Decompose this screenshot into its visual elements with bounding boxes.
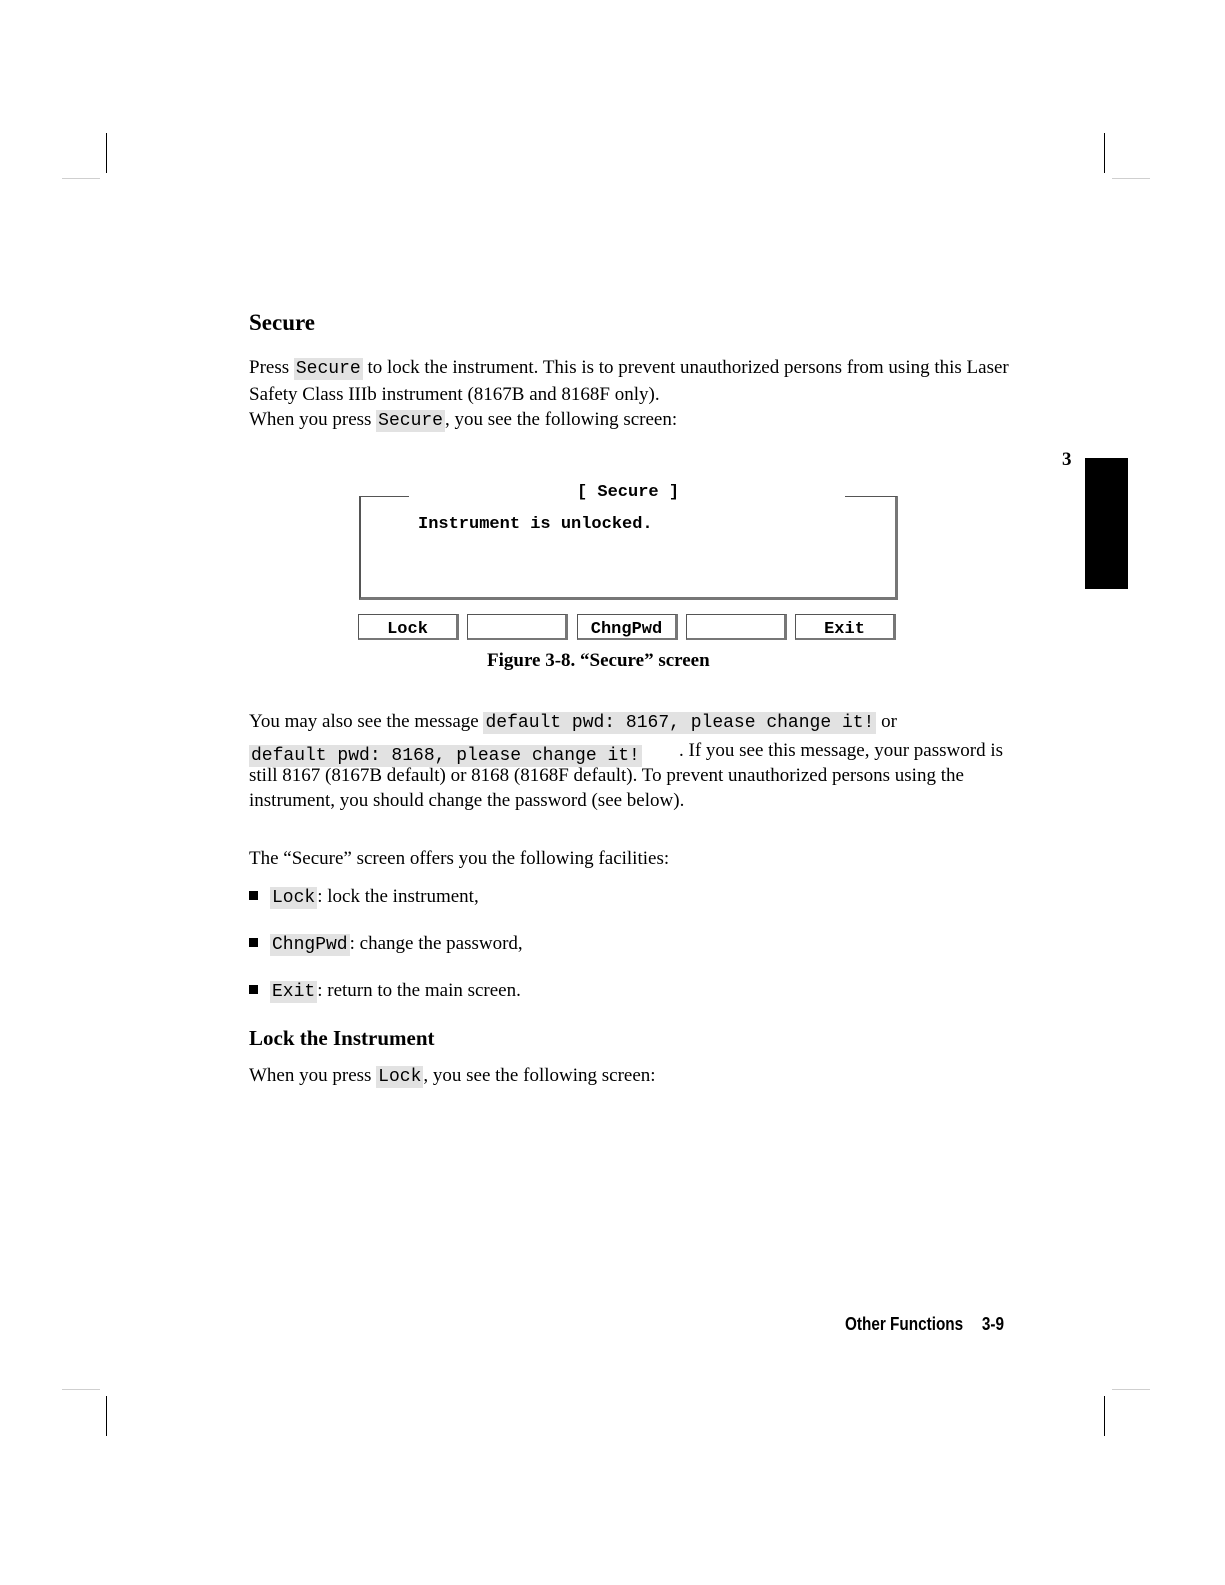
footer-label: Other Functions: [845, 1314, 964, 1334]
softkey-exit[interactable]: Exit: [795, 614, 896, 640]
crop-mark: [1104, 133, 1105, 173]
list-item: [249, 931, 523, 958]
exit-key-label: Exit: [272, 982, 316, 1002]
crop-mark: [106, 133, 107, 173]
intro-paragraph: [249, 355, 1009, 407]
softkey-chngpwd[interactable]: ChngPwd: [577, 614, 678, 640]
chngpwd-key-label: ChngPwd: [272, 935, 348, 955]
crop-mark: [62, 178, 100, 179]
chapter-tab-label: 3: [1062, 449, 1072, 470]
lock-key-label: Lock: [272, 888, 316, 908]
bullet-icon: [249, 985, 258, 994]
text: : change the password,: [349, 933, 523, 954]
crop-mark: [62, 1389, 100, 1390]
text: You may also see the message: [249, 711, 479, 732]
text: When you press: [249, 1065, 372, 1086]
text: , you see the following screen:: [423, 1065, 656, 1086]
softkey-empty[interactable]: [686, 614, 787, 640]
text: , you see the following screen:: [444, 409, 678, 430]
secure-key-label: Secure: [378, 411, 443, 431]
softkey-lock[interactable]: Lock: [358, 614, 459, 640]
text: to lock the instrument. This is to prevent unauthorized persons from using this Laser Safety Class IIIb instrument (8167B and 8168F only).: [249, 357, 1009, 405]
section-title: Secure: [249, 310, 316, 335]
text: : lock the instrument,: [317, 886, 479, 907]
text: . If you see this message, your password is still 8167 (8167B default) or 8168 (8168F default). To prevent unauthorized persons using the instrument, you should change the password (see below).: [249, 740, 1004, 811]
default-pwd-message: default pwd: 8168, please change it!: [251, 746, 640, 766]
lock-key-label: Lock: [378, 1067, 422, 1087]
frame-edge: [359, 496, 409, 497]
bullet-icon: [249, 891, 258, 900]
page-number: 3-9: [981, 1314, 1004, 1334]
screen-display: [359, 496, 898, 600]
screen-title: [ Secure ]: [577, 483, 680, 502]
crop-mark: [1112, 178, 1150, 179]
subsection-title: Lock the Instrument: [249, 1026, 435, 1050]
lock-paragraph: [249, 1063, 1009, 1090]
text: : return to the main screen.: [317, 980, 521, 1001]
screen-intro-paragraph: [249, 407, 1009, 434]
facilities-intro: The “Secure” screen offers you the following facilities:: [249, 848, 670, 869]
crop-mark: [106, 1396, 107, 1436]
crop-mark: [1104, 1396, 1105, 1436]
secure-key-label: Secure: [295, 359, 361, 379]
frame-edge: [845, 496, 897, 497]
softkey-empty[interactable]: [467, 614, 568, 640]
crop-mark: [1112, 1389, 1150, 1390]
figure-caption: Figure 3-8. “Secure” screen: [487, 650, 710, 671]
text: Press: [249, 357, 290, 378]
text: When you press: [249, 409, 372, 430]
default-password-paragraph-cont: [249, 738, 1009, 813]
page-footer: [845, 1314, 1004, 1335]
list-item: [249, 884, 479, 911]
text: or: [881, 711, 897, 732]
default-pwd-message: default pwd: 8167, please change it!: [485, 713, 875, 733]
screen-status: Instrument is unlocked.: [418, 515, 653, 534]
bullet-icon: [249, 938, 258, 947]
list-item: [249, 978, 521, 1005]
chapter-tab: [1085, 458, 1128, 589]
